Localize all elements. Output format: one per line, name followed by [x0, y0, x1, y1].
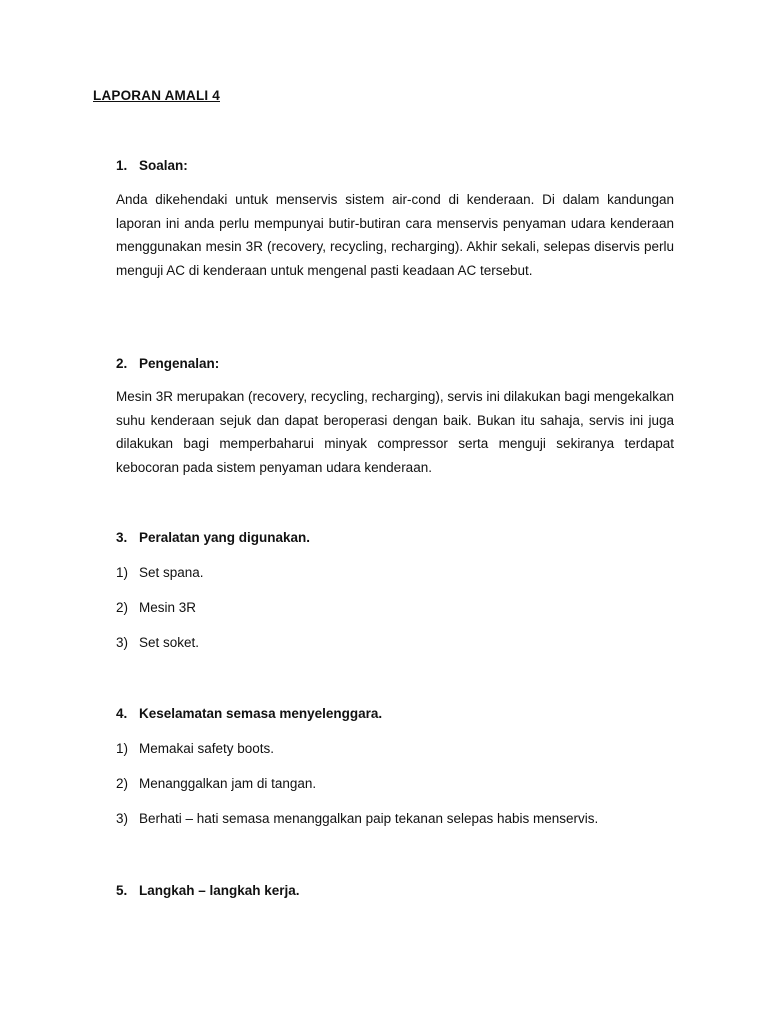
list-item-number: 3)	[116, 635, 129, 650]
section-heading-langkah	[116, 883, 300, 898]
list-item-number: 2)	[116, 600, 129, 615]
list-item	[116, 776, 316, 791]
list-item-text: Set soket.	[139, 635, 200, 650]
list-item-number: 3)	[116, 811, 129, 826]
list-item-number: 2)	[116, 776, 129, 791]
section-heading-soalan	[116, 158, 188, 173]
section-title: Keselamatan semasa menyelenggara.	[139, 706, 383, 721]
section-title: Peralatan yang digunakan.	[139, 530, 311, 545]
section-number: 4.	[116, 706, 128, 721]
document-title: LAPORAN AMALI 4	[93, 88, 220, 103]
list-item	[116, 811, 598, 826]
section-title: Pengenalan:	[139, 356, 220, 371]
section-heading-keselamatan	[116, 706, 382, 721]
section-number: 5.	[116, 883, 128, 898]
section-paragraph-soalan: Anda dikehendaki untuk menservis sistem air-cond di kenderaan. Di dalam kandungan laporan ini anda perlu mempunyai butir-butiran cara menservis penyaman udara kenderaan menggunakan mesin 3R (recovery, recycling, recharging). Akhir sekali, selepas diservis perlu menguji AC di kenderaan untuk mengenal pasti keadaan AC tersebut.	[116, 192, 674, 278]
list-item-number: 1)	[116, 565, 129, 580]
section-number: 2.	[116, 356, 128, 371]
list-item-text: Berhati – hati semasa menanggalkan paip tekanan selepas habis menservis.	[139, 811, 599, 826]
list-item-text: Set spana.	[139, 565, 204, 580]
list-item-text: Mesin 3R	[139, 600, 197, 615]
section-heading-pengenalan	[116, 356, 219, 371]
section-number: 3.	[116, 530, 128, 545]
section-title: Soalan:	[139, 158, 188, 173]
list-item-text: Menanggalkan jam di tangan.	[139, 776, 317, 791]
section-title: Langkah – langkah kerja.	[139, 883, 300, 898]
list-item	[116, 565, 204, 580]
list-item	[116, 600, 196, 615]
list-item-text: Memakai safety boots.	[139, 741, 275, 756]
section-number: 1.	[116, 158, 128, 173]
section-heading-peralatan	[116, 530, 310, 545]
list-item-number: 1)	[116, 741, 129, 756]
list-item	[116, 635, 199, 650]
list-item	[116, 741, 274, 756]
section-paragraph-pengenalan: Mesin 3R merupakan (recovery, recycling, recharging), servis ini dilakukan bagi mengekalkan suhu kenderaan sejuk dan dapat beroperasi dengan baik. Bukan itu sahaja, servis ini juga dilakukan bagi memperbaharui minyak compressor serta menguji sekiranya terdapat kebocoran pada sistem penyaman udara kenderaan.	[116, 389, 675, 475]
